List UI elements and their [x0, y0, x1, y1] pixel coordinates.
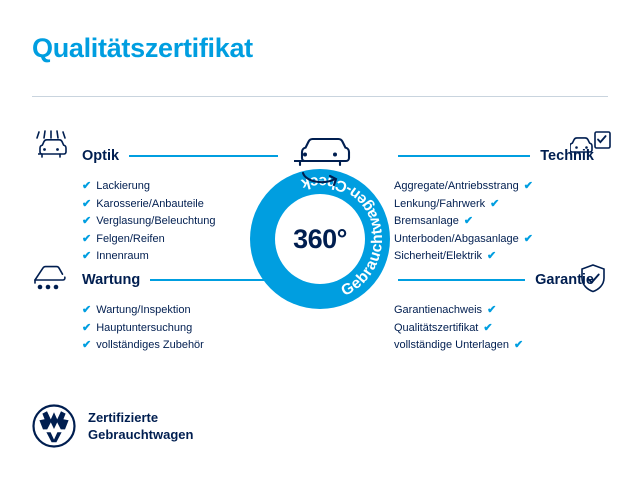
checklist-wartung [82, 302, 282, 355]
check-icon: ✔ [82, 321, 92, 334]
list-item-label: Garantienachweis [394, 304, 483, 316]
list-item [394, 178, 594, 196]
list-item-label: Lackierung [96, 180, 151, 192]
check-icon: ✔ [82, 232, 92, 245]
heading-rule [129, 155, 278, 157]
section-title-wartung: Wartung [82, 272, 141, 288]
list-item-label: Aggregate/Antriebsstrang [394, 180, 519, 192]
list-item [82, 231, 282, 249]
list-item [394, 196, 594, 214]
list-item-label: Karosserie/Anbauteile [96, 197, 204, 210]
badge-degrees: 360° [293, 224, 347, 254]
list-item [82, 213, 282, 231]
list-item [82, 337, 282, 355]
check-icon: ✔ [513, 339, 524, 352]
check-icon: ✔ [463, 215, 474, 228]
checklist-garantie [394, 302, 594, 355]
heading-rule [398, 155, 530, 157]
list-item [82, 320, 282, 338]
list-item [82, 178, 282, 196]
section-heading-wartung [82, 272, 278, 288]
section-heading-optik [82, 148, 278, 164]
list-item [82, 302, 282, 320]
check-icon: ✔ [483, 321, 493, 334]
check-icon: ✔ [523, 232, 533, 245]
list-item [394, 337, 594, 355]
section-heading-technik [398, 148, 594, 164]
list-item-label: Bremsanlage [394, 215, 459, 227]
check-icon: ✔ [82, 180, 92, 193]
checklist-technik [394, 178, 594, 266]
heading-rule [398, 279, 525, 281]
list-item [394, 248, 594, 266]
heading-rule [150, 279, 278, 281]
check-icon: ✔ [82, 250, 92, 263]
checklist-optik [82, 178, 282, 266]
car-lift-icon [30, 258, 72, 298]
list-item-label: Hauptuntersuchung [96, 321, 193, 334]
section-title-garantie: Garantie [535, 272, 594, 288]
footer-line-1: Zertifizierte [88, 410, 159, 425]
page-title: Qualitätszertifikat [32, 33, 253, 63]
list-item-label: Felgen/Reifen [96, 232, 165, 245]
list-item-label: Unterboden/Abgasanlage [394, 232, 519, 245]
check-icon: ✔ [490, 197, 500, 210]
badge-ring-text: Gebrauchtwagen-Check [298, 172, 387, 300]
check-icon: ✔ [82, 215, 92, 228]
list-item-label: Verglasung/Beleuchtung [96, 215, 216, 227]
footer [32, 404, 193, 448]
list-item-label: vollständige Unterlagen [394, 339, 509, 351]
car-wash-icon [30, 128, 72, 168]
check-icon: ✔ [82, 339, 92, 352]
list-item [82, 196, 282, 214]
list-item-label: vollständiges Zubehör [96, 339, 204, 351]
list-item [394, 320, 594, 338]
section-title-technik: Technik [540, 148, 594, 164]
list-item-label: Wartung/Inspektion [96, 304, 191, 316]
title-divider [32, 96, 608, 97]
list-item [394, 302, 594, 320]
check-icon: ✔ [82, 304, 92, 317]
check-icon: ✔ [523, 180, 533, 193]
list-item-label: Qualitätszertifikat [394, 321, 479, 334]
vw-logo [32, 404, 76, 448]
check-icon: ✔ [487, 304, 497, 317]
car-rotate-icon [280, 131, 360, 193]
list-item [394, 213, 594, 231]
section-heading-garantie [398, 272, 594, 288]
list-item-label: Sicherheit/Elektrik [394, 250, 483, 262]
section-title-optik: Optik [82, 148, 120, 164]
check-icon: ✔ [487, 250, 497, 263]
check-icon: ✔ [82, 197, 92, 210]
list-item [82, 248, 282, 266]
footer-text [88, 409, 193, 443]
list-item-label: Lenkung/Fahrwerk [394, 197, 486, 210]
list-item [394, 231, 594, 249]
list-item-label: Innenraum [96, 250, 149, 262]
footer-line-2: Gebrauchtwagen [88, 427, 194, 442]
